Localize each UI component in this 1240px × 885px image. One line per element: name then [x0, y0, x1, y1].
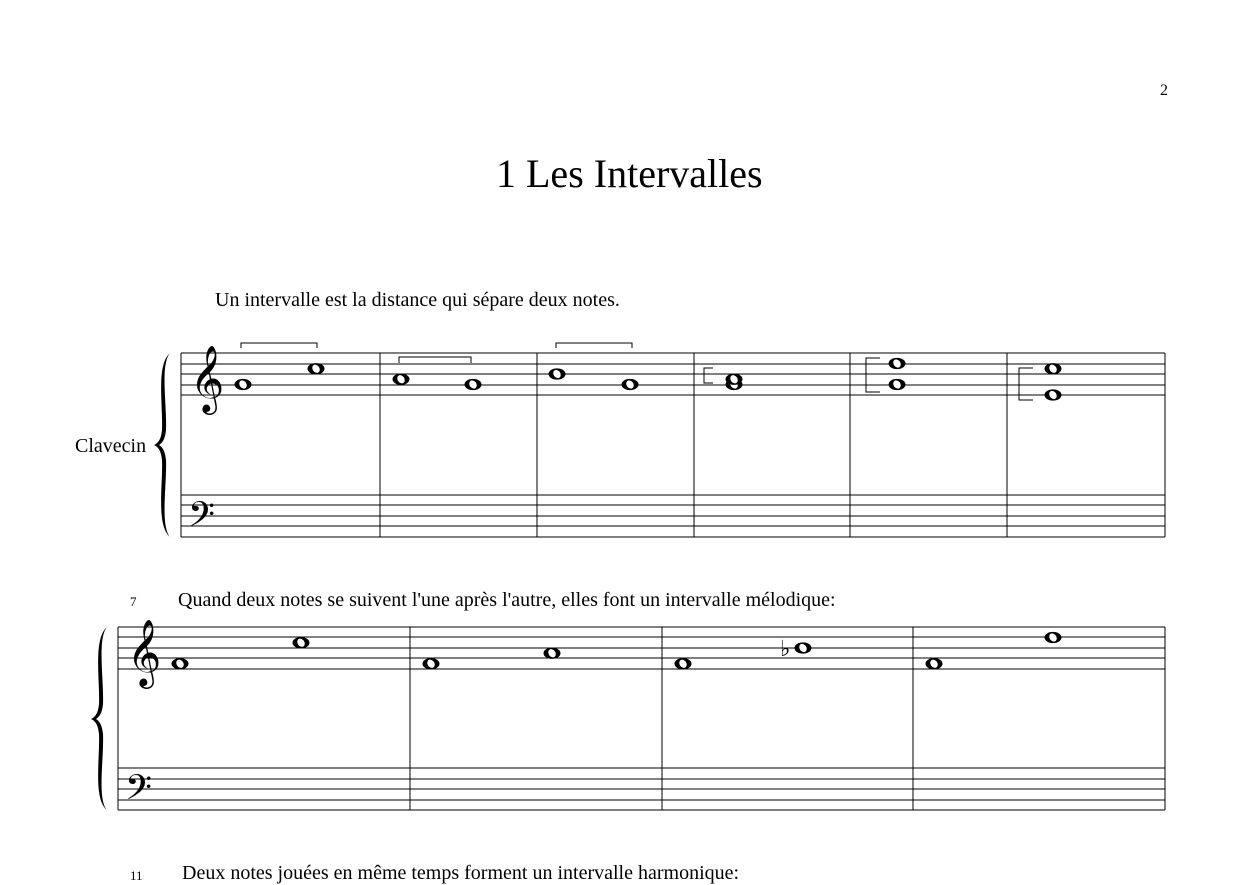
- system-2-text: Quand deux notes se suivent l'une après l'autre, elles font un intervalle mélodique:: [178, 589, 836, 611]
- whole-note: [308, 363, 325, 374]
- system-1-treble-staff: [181, 353, 1165, 395]
- measure-number-11: 11: [130, 868, 143, 883]
- flat-icon: ♭: [780, 637, 791, 662]
- whole-note: [393, 374, 410, 385]
- bass-clef-icon: 𝄢: [188, 494, 216, 543]
- system-1-interval-brackets: [241, 343, 1033, 400]
- whole-note: [795, 642, 812, 653]
- notes-layer: [172, 358, 1062, 669]
- whole-note: [423, 658, 440, 669]
- bass-clef-icon: 𝄢: [125, 767, 153, 816]
- system-2-barlines: [118, 627, 1165, 810]
- whole-note: [622, 379, 639, 390]
- whole-note: [172, 658, 189, 669]
- system-1-barlines: [181, 353, 1165, 537]
- system-3-text: Deux notes jouées en même temps forment un intervalle harmonique:: [182, 862, 740, 884]
- instrument-label: Clavecin: [75, 435, 147, 457]
- whole-note: [235, 379, 252, 390]
- whole-note: [293, 637, 310, 648]
- whole-note: [1045, 389, 1062, 400]
- brace-icon: [91, 627, 107, 810]
- system-1-text: Un intervalle est la distance qui sépare deux notes.: [215, 289, 620, 311]
- whole-note: [549, 368, 566, 379]
- system-2-bass-staff: [118, 768, 1165, 810]
- measure-number-7: 7: [130, 594, 137, 609]
- treble-clef-icon: 𝄞: [190, 344, 225, 412]
- whole-note: [675, 658, 692, 669]
- system-1-bass-staff: [181, 495, 1165, 537]
- section-title: 1 Les Intervalles: [496, 151, 763, 196]
- whole-note: [889, 379, 906, 390]
- treble-clef-icon: 𝄞: [127, 618, 162, 686]
- whole-note: [1045, 632, 1062, 643]
- page-number: 2: [1160, 82, 1168, 99]
- whole-note: [889, 358, 906, 369]
- whole-note: [726, 374, 743, 385]
- system-2-treble-staff: [118, 627, 1165, 669]
- whole-note: [926, 658, 943, 669]
- brace-icon: [154, 353, 170, 537]
- whole-note: [1045, 363, 1062, 374]
- whole-note: [465, 379, 482, 390]
- whole-note: [544, 648, 561, 659]
